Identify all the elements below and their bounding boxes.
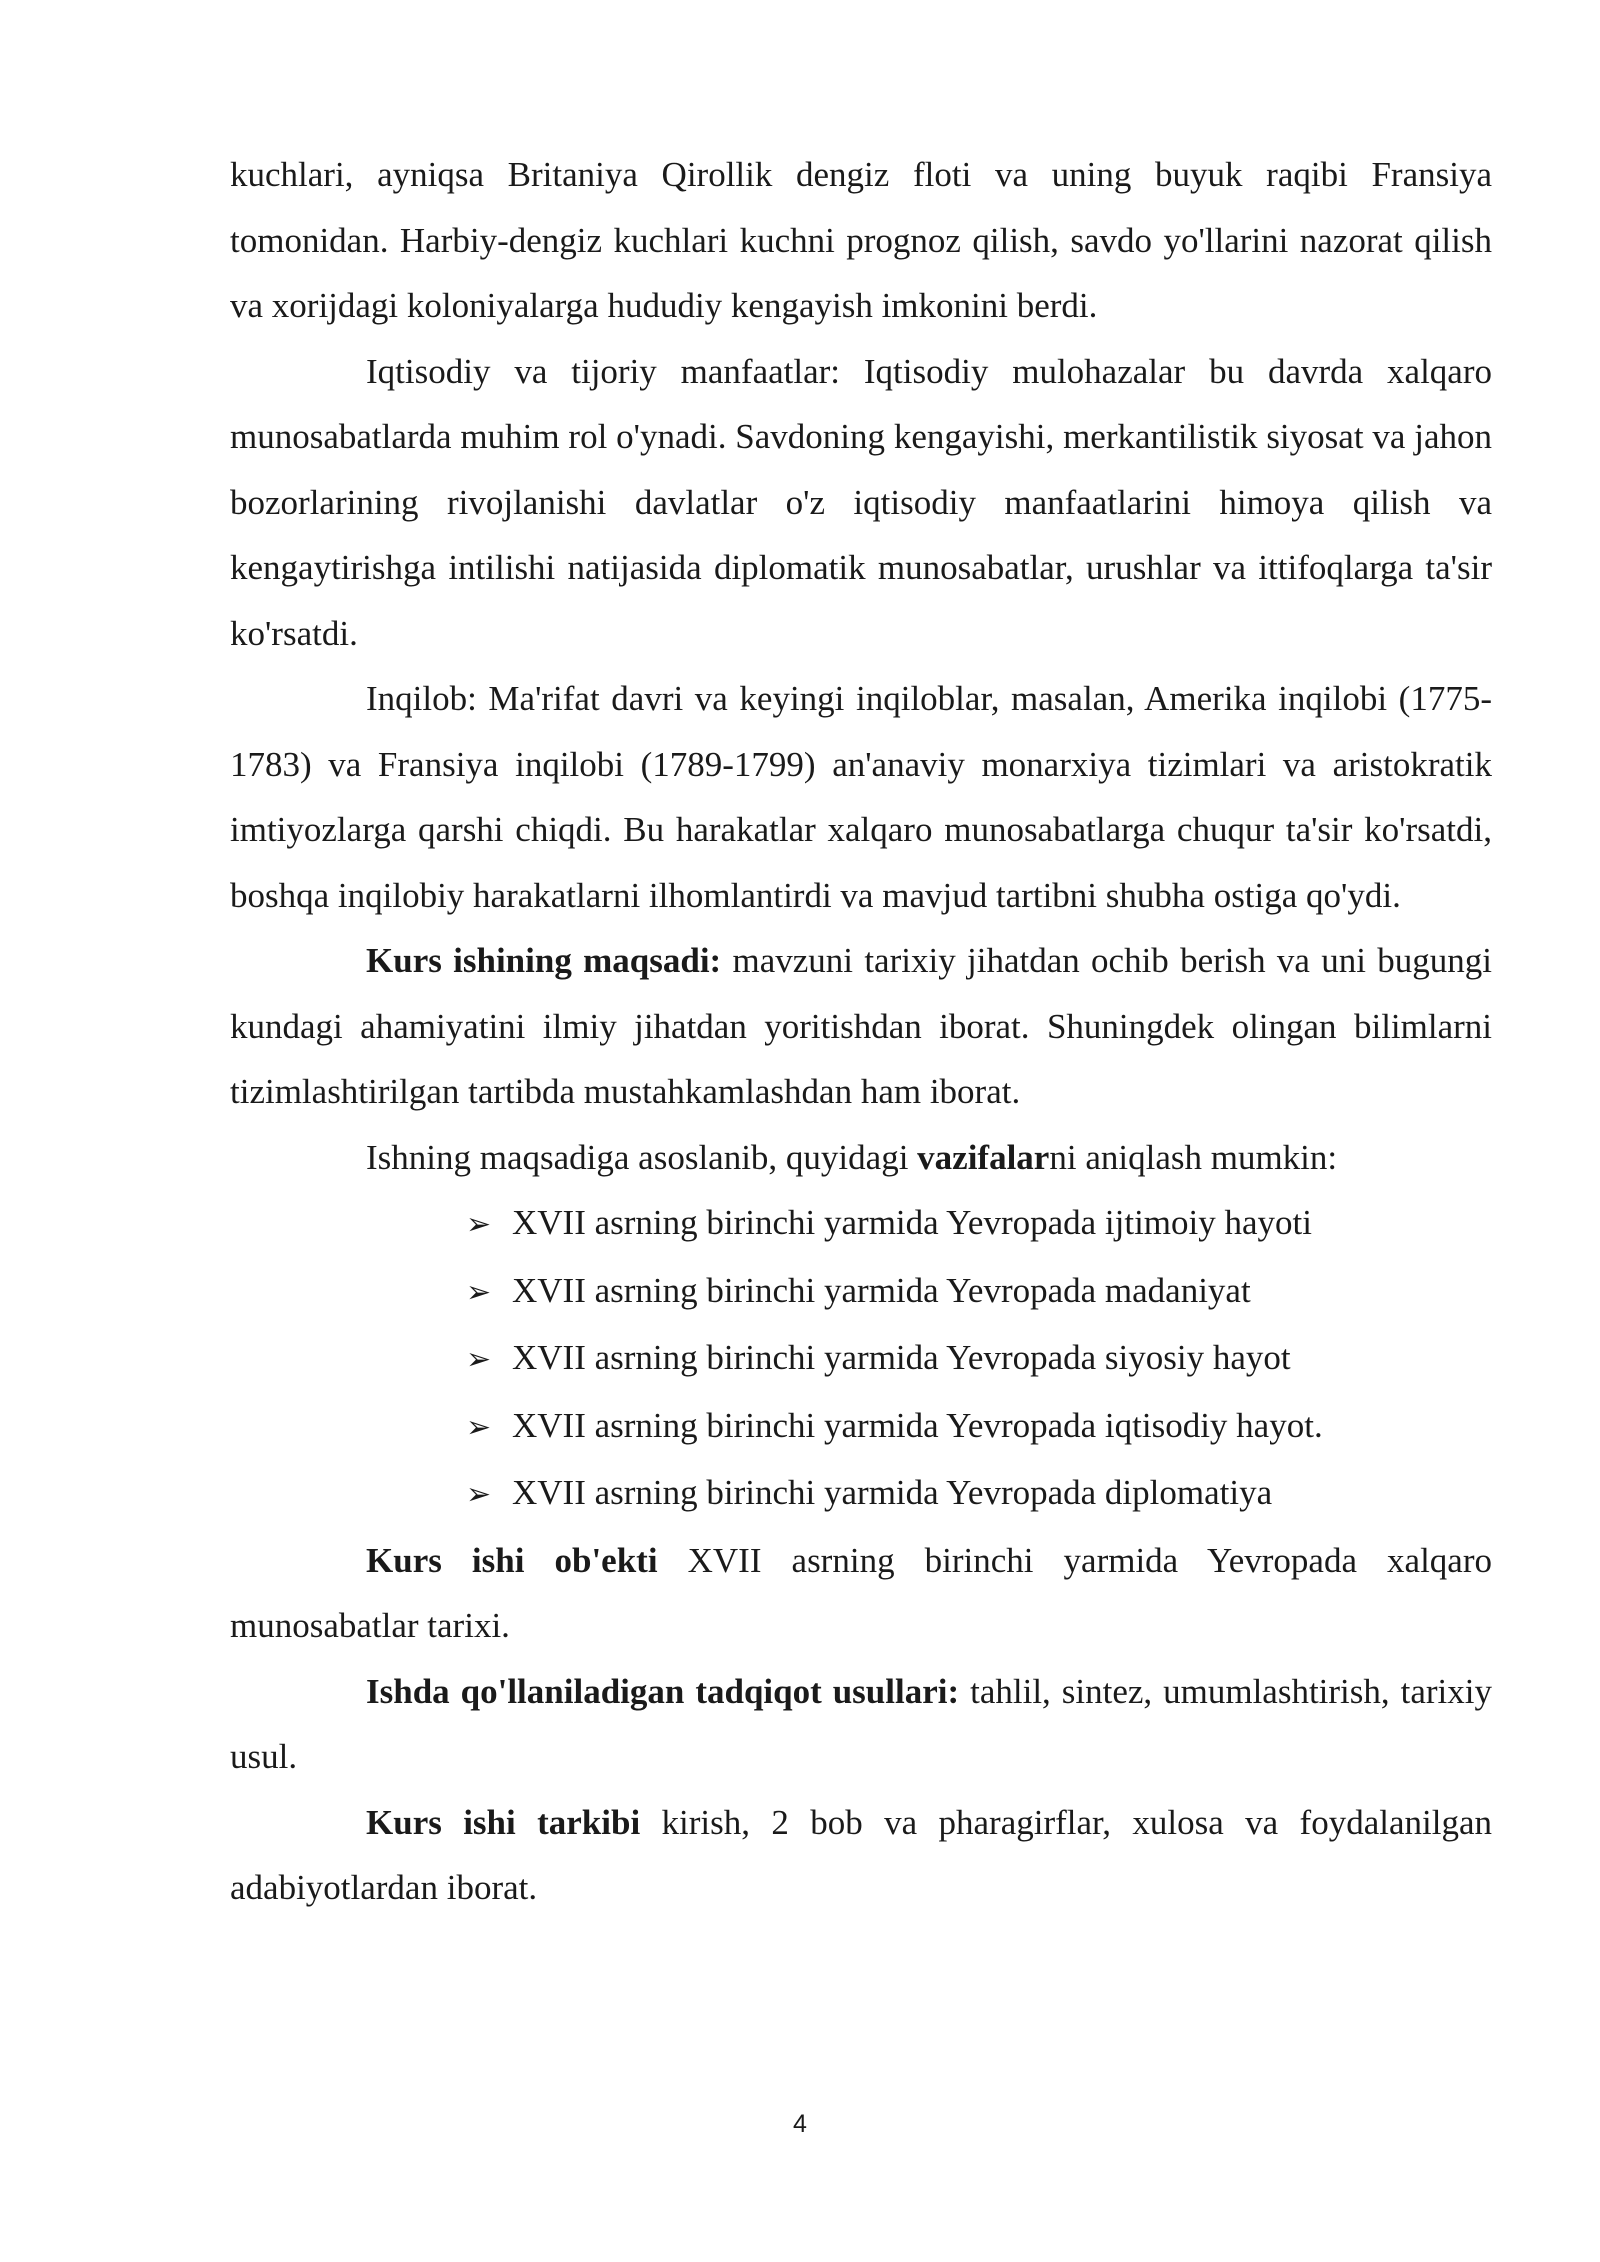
paragraph-structure [230, 1790, 1492, 1921]
object-text: XVII asrning birinchi yarmida Yevropada xalqaro munosabatlar tarixi. [230, 1540, 1492, 1645]
goal-text: mavzuni tarixiy jihatdan ochib berish va uni bugungi kundagi ahamiyatini ilmiy jihatdan yoritishdan iborat. Shuningdek olingan bilimlarni tizimlashtirilgan tartibda mustahkamlashdan ham iborat. [230, 941, 1492, 1111]
paragraph-tasks-intro [230, 1125, 1492, 1191]
paragraph-goal [230, 928, 1492, 1125]
task-text: XVII asrning birinchi yarmida Yevropada siyosiy hayot [512, 1338, 1291, 1377]
arrow-bullet-icon: ➢ [466, 1477, 492, 1512]
methods-label: Ishda qo'llaniladigan tadqiqot usullari: [366, 1671, 960, 1711]
task-text: XVII asrning birinchi yarmida Yevropada diplomatiya [512, 1473, 1273, 1512]
tasks-intro-before: Ishning maqsadiga asoslanib, quyidagi [366, 1137, 918, 1177]
task-item [466, 1460, 1492, 1528]
task-item [466, 1325, 1492, 1393]
tasks-intro-after: ni aniqlash mumkin: [1049, 1137, 1338, 1177]
paragraph-object [230, 1528, 1492, 1659]
paragraph-economic-interests: Iqtisodiy va tijoriy manfaatlar: Iqtisodiy mulohazalar bu davrda xalqaro munosabatlarda muhim rol o'ynadi. Savdoning kengayishi, merkantilistik siyosat va jahon bozorlarining rivojlanishi davlatlar o'z iqtisodiy manfaatlarini himoya qilish va kengaytirishga intilishi natijasida diplomatik munosabatlar, urushlar va ittifoqlarga ta'sir ko'rsatdi. [230, 351, 1492, 653]
paragraph-naval-forces: kuchlari, ayniqsa Britaniya Qirollik dengiz floti va uning buyuk raqibi Fransiya tomonidan. Harbiy-dengiz kuchlari kuchni prognoz qilish, savdo yo'llarini nazorat qilish va xorijdagi koloniyalarga hududiy kengayish imkonini berdi. [230, 155, 1492, 325]
task-text: XVII asrning birinchi yarmida Yevropada ijtimoiy hayoti [512, 1203, 1312, 1242]
structure-label: Kurs ishi tarkibi [366, 1802, 641, 1842]
arrow-bullet-icon: ➢ [466, 1342, 492, 1377]
page-body [230, 142, 1492, 1921]
paragraph-revolution: Inqilob: Ma'rifat davri va keyingi inqiloblar, masalan, Amerika inqilobi (1775-1783) va Fransiya inqilobi (1789-1799) an'anaviy monarxiya tizimlari va aristokratik imtiyozlarga qarshi chiqdi. Bu harakatlar xalqaro munosabatlarga chuqur ta'sir ko'rsatdi, boshqa inqilobiy harakatlarni ilhomlantirdi va mavjud tartibni shubha ostiga qo'ydi. [230, 679, 1492, 915]
tasks-intro-bold: vazifalar [917, 1137, 1050, 1177]
page-number: 4 [793, 2110, 807, 2138]
object-label: Kurs ishi ob'ekti [366, 1540, 658, 1580]
tasks-list [230, 1190, 1492, 1528]
structure-text: kirish, 2 bob va pharagirflar, xulosa va foydalanilgan adabiyotlardan iborat. [230, 1802, 1492, 1907]
task-item [466, 1393, 1492, 1461]
arrow-bullet-icon: ➢ [466, 1409, 492, 1445]
methods-text: tahlil, sintez, umumlashtirish, tarixiy usul. [230, 1671, 1492, 1776]
arrow-bullet-icon: ➢ [466, 1274, 492, 1310]
task-text: XVII asrning birinchi yarmida Yevropada madaniyat [512, 1270, 1251, 1310]
task-text: XVII asrning birinchi yarmida Yevropada iqtisodiy hayot. [512, 1405, 1323, 1445]
task-item [466, 1190, 1492, 1258]
goal-label: Kurs ishining maqsadi: [366, 941, 722, 980]
paragraph-methods [230, 1659, 1492, 1790]
task-item [466, 1258, 1492, 1326]
arrow-bullet-icon: ➢ [466, 1207, 492, 1242]
